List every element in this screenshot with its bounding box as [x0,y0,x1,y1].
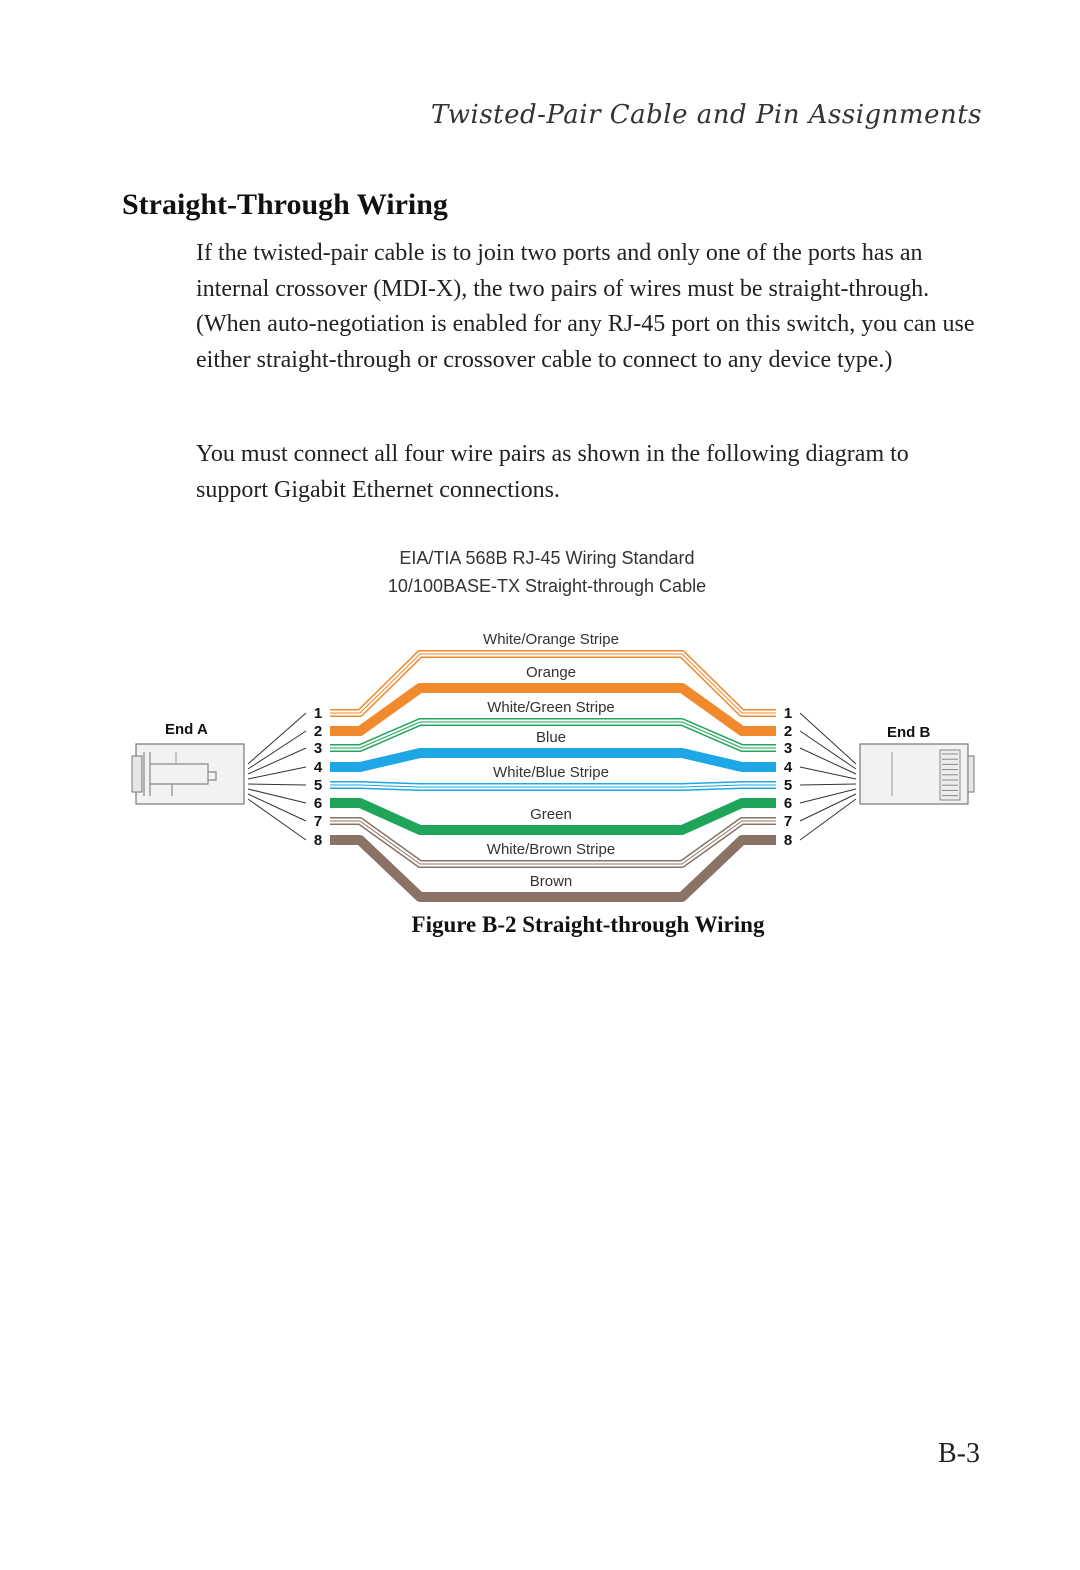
end-b-lead-4 [800,767,856,779]
end-b-lead-1 [800,713,856,764]
end-b-lead-6 [800,789,856,803]
end-b-label: End B [887,724,931,741]
wire-label-7: White/Brown Stripe [486,841,616,858]
end-a-lead-5 [248,784,306,785]
end-b-pin-3: 3 [783,740,793,757]
wire-label-8: Brown [529,873,573,890]
wiring-diagram [120,540,980,960]
end-a-lead-3 [248,748,306,774]
end-b-connector-icon [860,744,974,804]
wiring-diagram-svg [120,540,980,960]
paragraph-intro: If the twisted-pair cable is to join two ports and only one of the ports has an internal crossover (MDI-X), the two pairs of wires must be straight-through. (When auto-negotiation is enabled for any RJ-45 port on this switch, you can use either straight-through or crossover cable to connect to any device type.) [196,240,975,373]
wire-label-3: White/Green Stripe [487,699,615,716]
end-a-pin-1: 1 [313,705,323,722]
end-a-pin-6: 6 [313,795,323,812]
wire-label-1: White/Orange Stripe [483,631,619,648]
section-title: Straight-Through Wiring [122,188,448,221]
end-a-lead-6 [248,789,306,803]
end-a-connector-icon [132,744,244,804]
end-b-pin-2: 2 [783,723,793,740]
end-a-pin-7: 7 [313,813,323,830]
end-b-pin-7: 7 [783,813,793,830]
end-b-pin-4: 4 [783,759,793,776]
end-a-lead-2 [248,731,306,769]
end-b-lead-3 [800,748,856,774]
end-b-pin-8: 8 [783,832,793,849]
end-b-pin-5: 5 [783,777,793,794]
end-a-pin-4: 4 [313,759,323,776]
wire-label-6: Green [530,806,572,823]
running-header: Twisted-Pair Cable and Pin Assignments [430,100,982,130]
end-b-lead-5 [800,784,856,785]
wire-label-5: White/Blue Stripe [493,764,609,781]
end-a-label: End A [165,721,208,738]
end-a-pin-3: 3 [313,740,323,757]
wire-label-2: Orange [525,664,577,681]
paragraph-wire-pairs: You must connect all four wire pairs as shown in the following diagram to support Gigabit Ethernet connections. [196,441,909,503]
end-b-lead-7 [800,794,856,821]
end-a-pin-5: 5 [313,777,323,794]
diagram-title-line-1: EIA/TIA 568B RJ-45 Wiring Standard [399,548,695,568]
end-a-lead-7 [248,794,306,821]
end-b-pin-1: 1 [783,705,793,722]
end-a-lead-8 [248,799,306,840]
figure-caption: Figure B-2 Straight-through Wiring [411,912,765,937]
wire-label-4: Blue [535,729,567,746]
end-b-pin-6: 6 [783,795,793,812]
end-b-lead-8 [800,799,856,840]
diagram-title-line-2: 10/100BASE-TX Straight-through Cable [387,576,707,596]
end-a-pin-8: 8 [313,832,323,849]
end-a-lead-4 [248,767,306,779]
end-a-lead-1 [248,713,306,764]
page-number: B-3 [938,1438,980,1469]
wire-5 [330,785,776,787]
end-a-pin-2: 2 [313,723,323,740]
end-b-lead-2 [800,731,856,769]
